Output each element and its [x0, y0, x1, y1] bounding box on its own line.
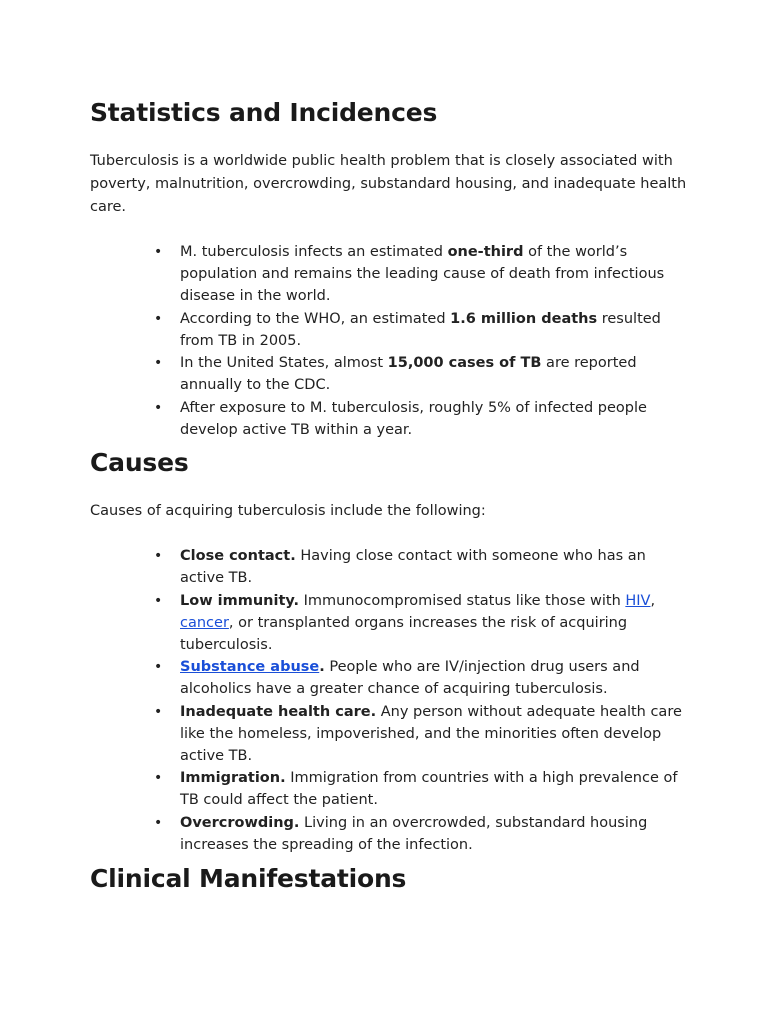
causes-intro-paragraph: Causes of acquiring tuberculosis include the following:: [90, 503, 486, 519]
bullet: •: [154, 770, 163, 786]
emphasis: Immigration.: [180, 770, 286, 786]
list-item: • Close contact. Having close contact with someone who has an active TB.: [90, 545, 690, 589]
emphasis: one-third: [447, 244, 524, 260]
list-item: • Low immunity. Immunocompromised status like those with HIV, cancer, or transplanted organs increases the risk of acquiring tuberculosis.: [90, 590, 690, 656]
list-item: • Immigration. Immigration from countries with a high prevalence of TB could affect the patient.: [90, 767, 690, 811]
bullet: •: [154, 814, 163, 831]
emphasis: Overcrowding.: [180, 814, 300, 831]
bullet: •: [154, 399, 163, 416]
bullet: •: [154, 244, 163, 260]
section-heading-causes: Causes: [90, 448, 189, 477]
emphasis: 15,000 cases of TB: [387, 355, 542, 371]
bullet: •: [154, 592, 163, 609]
substance-abuse-link[interactable]: Substance abuse: [180, 659, 320, 675]
emphasis: Low immunity.: [180, 592, 300, 609]
list-item: • In the United States, almost 15,000 cases of TB are reported annually to the CDC.: [90, 352, 690, 396]
list-item: • Inadequate health care. Any person without adequate health care like the homeless, impoverished, and the minorities often develop active TB.: [90, 701, 690, 767]
list-item: • According to the WHO, an estimated 1.6 million deaths resulted from TB in 2005.: [90, 308, 690, 352]
bullet: •: [154, 659, 163, 675]
emphasis: Inadequate health care.: [180, 703, 377, 720]
cancer-link[interactable]: cancer: [180, 614, 229, 631]
bullet: •: [154, 703, 163, 720]
section-heading-clinical-manifestations: Clinical Manifestations: [90, 864, 407, 893]
statistics-list: [90, 241, 690, 441]
bullet: •: [154, 310, 163, 327]
emphasis: .: [319, 659, 325, 675]
hiv-link[interactable]: HIV: [625, 592, 651, 609]
causes-list: [90, 545, 690, 856]
emphasis: 1.6 million deaths: [450, 310, 598, 327]
bullet: •: [154, 548, 163, 564]
section-heading-statistics: Statistics and Incidences: [90, 98, 438, 127]
list-item: • Substance abuse. People who are IV/injection drug users and alcoholics have a greater chance of acquiring tuberculosis.: [90, 656, 690, 700]
bullet: •: [154, 355, 163, 371]
list-item: • Overcrowding. Living in an overcrowded, substandard housing increases the spreading of the infection.: [90, 812, 690, 856]
list-item: • M. tuberculosis infects an estimated one-third of the world’s population and remains the leading cause of death from infectious disease in the world.: [90, 241, 690, 307]
statistics-intro-paragraph: Tuberculosis is a worldwide public health problem that is closely associated with poverty, malnutrition, overcrowding, substandard housing, and inadequate health care.: [90, 153, 687, 215]
emphasis: Close contact.: [180, 548, 296, 564]
list-item: • After exposure to M. tuberculosis, roughly 5% of infected people develop active TB within a year.: [90, 397, 690, 441]
